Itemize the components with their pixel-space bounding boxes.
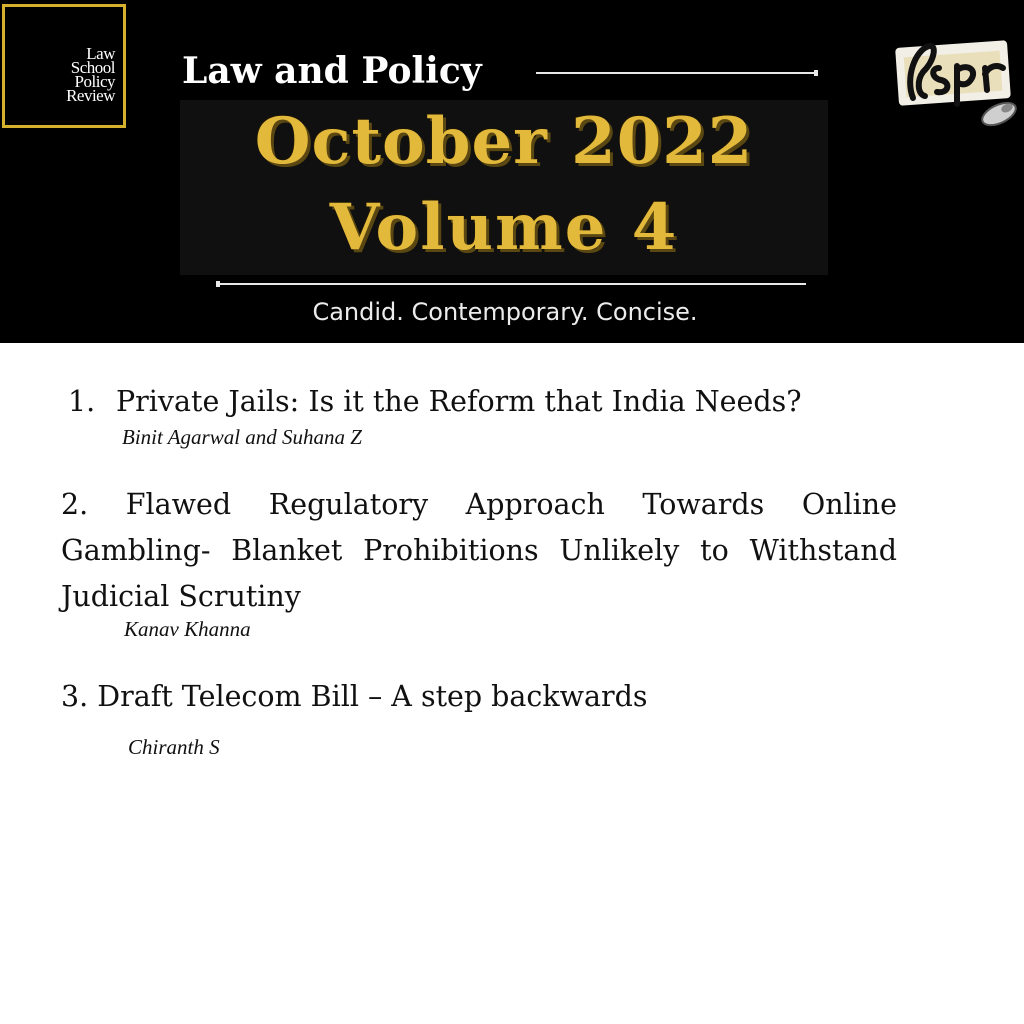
logo-line: Law [86, 44, 115, 63]
article-authors-3: Chiranth S [128, 735, 220, 759]
issue-volume: Volume 4 [329, 190, 679, 265]
header-banner [0, 0, 1024, 343]
logo-line: Review [66, 86, 115, 105]
series-title: Law and Policy [182, 50, 482, 92]
article-authors-2: Kanav Khanna [124, 617, 251, 641]
lspr-logo-box [2, 4, 126, 128]
article-number: 1. [68, 385, 96, 418]
logo-line: Policy [74, 72, 115, 91]
article-authors-1: Binit Agarwal and Suhana Z [122, 425, 362, 449]
divider-rule [218, 283, 806, 285]
tagline: Candid. Contemporary. Concise. [312, 298, 698, 326]
divider-rule [536, 72, 816, 74]
issue-month-year: October 2022 [254, 104, 754, 179]
lspr-brand-logo [895, 38, 1021, 128]
article-title-text: Draft Telecom Bill – A step backwards [97, 680, 648, 713]
article-number: 3. [61, 680, 89, 713]
article-title-1[interactable] [68, 379, 888, 425]
article-title-2[interactable] [61, 482, 897, 620]
logo-line: School [70, 58, 115, 77]
article-title-text: Flawed Regulatory Approach Towards Online Gambling- Blanket Prohibitions Unlikely to Withstand Judicial Scrutiny [61, 488, 897, 613]
article-number: 2. [61, 488, 89, 521]
article-title-3[interactable] [61, 674, 897, 720]
lspr-logo-text [35, 44, 115, 105]
article-title-text: Private Jails: Is it the Reform that India Needs? [116, 385, 802, 418]
